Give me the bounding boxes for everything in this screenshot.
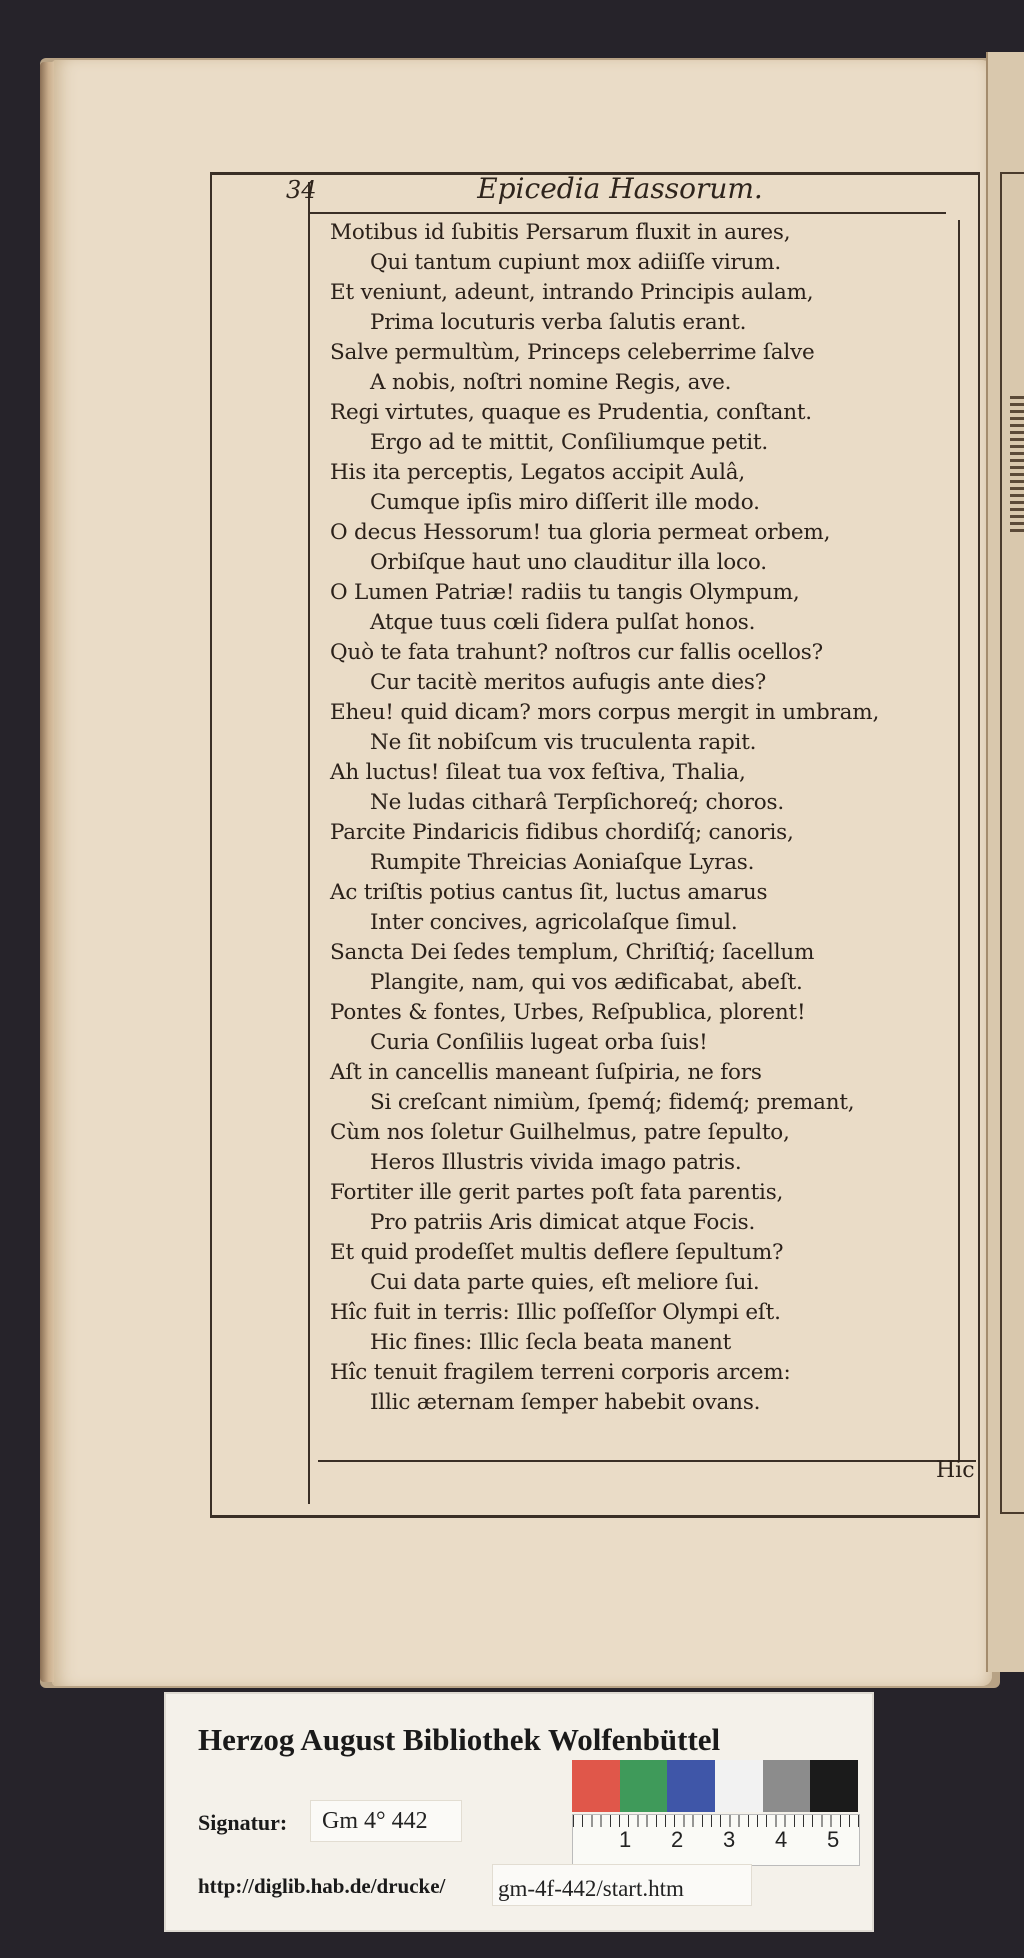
ruler-number: 3 bbox=[723, 1827, 736, 1852]
color-patch bbox=[572, 1760, 620, 1812]
color-patch bbox=[763, 1760, 811, 1812]
ruler-number: 4 bbox=[775, 1827, 788, 1852]
margin-rule bbox=[308, 182, 310, 1504]
running-head: Epicedia Hassorum. bbox=[477, 172, 763, 205]
poem-line: Illic æternam ſemper habebit ovans. bbox=[370, 1390, 761, 1415]
signatur-value: Gm 4° 442 bbox=[322, 1808, 428, 1834]
poem-line: Atque tuus cœli ſidera pulſat honos. bbox=[370, 610, 756, 635]
poem-line: Pontes & fontes, Urbes, Reſpublica, plorent! bbox=[330, 1000, 806, 1025]
poem-line: Cui data parte quies, eſt meliore ſui. bbox=[370, 1270, 760, 1295]
url-value: gm-4f-442/start.htm bbox=[498, 1876, 684, 1901]
ruler-number: 1 bbox=[619, 1827, 632, 1852]
poem-line: Quò te fata trahunt? noſtros cur fallis ocellos? bbox=[330, 640, 823, 665]
poem-line: Et veniunt, adeunt, intrando Principis aulam, bbox=[330, 280, 814, 305]
color-patch bbox=[810, 1760, 858, 1812]
poem-line: Inter concives, agricolaſque ſimul. bbox=[370, 910, 738, 935]
signatur-label: Signatur: bbox=[198, 1810, 288, 1835]
header-rule bbox=[310, 212, 946, 214]
poem-line: Motibus id ſubitis Persarum fluxit in aures, bbox=[330, 220, 791, 245]
poem-body bbox=[330, 218, 950, 1418]
poem-line: Sancta Dei ſedes templum, Chriſtiq́; ſacellum bbox=[330, 940, 815, 965]
poem-line: Ne ludas citharâ Terpſichoreq́; choros. bbox=[370, 790, 784, 815]
poem-line: Et quid prodeſſet multis deflere ſepultum? bbox=[330, 1240, 784, 1265]
scale-ruler bbox=[572, 1814, 860, 1866]
poem-line: Aſt in cancellis maneant ſuſpiria, ne fors bbox=[330, 1060, 762, 1085]
poem-line: Ne ſit nobiſcum vis truculenta rapit. bbox=[370, 730, 757, 755]
poem-line: Eheu! quid dicam? mors corpus mergit in umbram, bbox=[330, 700, 880, 725]
poem-line: Ah luctus! ſileat tua vox feſtiva, Thalia, bbox=[330, 760, 746, 785]
poem-line: Parcite Pindaricis fidibus chordiſq́; canoris, bbox=[330, 820, 794, 845]
color-patch bbox=[667, 1760, 715, 1812]
poem-line: His ita perceptis, Legatos accipit Aulâ, bbox=[330, 460, 745, 485]
color-patch bbox=[620, 1760, 668, 1812]
poem-line: Prima locuturis verba ſalutis erant. bbox=[370, 310, 747, 335]
page-edge bbox=[40, 62, 54, 1682]
url-label: http://diglib.hab.de/drucke/ bbox=[198, 1874, 446, 1898]
facing-page-rule bbox=[1000, 1512, 1024, 1514]
facing-page-ornament bbox=[1010, 392, 1024, 532]
poem-line: Plangite, nam, qui vos ædificabat, abeſt. bbox=[370, 970, 803, 995]
color-calibration-bar bbox=[572, 1760, 858, 1812]
poem-line: Salve permultùm, Princeps celeberrime ſalve bbox=[330, 340, 815, 365]
poem-line: Hic fines: Illic ſecla beata manent bbox=[370, 1330, 732, 1355]
poem-line: Hîc tenuit fragilem terreni corporis arcem: bbox=[330, 1360, 791, 1385]
poem-line: Qui tantum cupiunt mox adiiſſe virum. bbox=[370, 250, 781, 275]
poem-line: Pro patriis Aris dimicat atque Focis. bbox=[370, 1210, 756, 1235]
color-patch bbox=[715, 1760, 763, 1812]
poem-line: O decus Hessorum! tua gloria permeat orbem, bbox=[330, 520, 831, 545]
poem-line: Ac triſtis potius cantus ſit, luctus amarus bbox=[330, 880, 768, 905]
poem-line: A nobis, noſtri nomine Regis, ave. bbox=[370, 370, 732, 395]
facing-page-rule bbox=[1000, 172, 1024, 174]
page-number: 34 bbox=[286, 176, 317, 204]
facing-page-rule bbox=[1000, 172, 1002, 1512]
catchword: Hic bbox=[936, 1458, 975, 1483]
poem-line: O Lumen Patriæ! radiis tu tangis Olympum, bbox=[330, 580, 800, 605]
poem-line: Ergo ad te mittit, Conſiliumque petit. bbox=[370, 430, 768, 455]
poem-line: Heros Illustris vivida imago patris. bbox=[370, 1150, 742, 1175]
facing-page-edge bbox=[986, 52, 1024, 1672]
library-name: Herzog August Bibliothek Wolfenbüttel bbox=[198, 1722, 721, 1757]
ruler-number: 2 bbox=[671, 1827, 684, 1852]
footer-rule bbox=[318, 1460, 976, 1462]
poem-line: Cumque ipſis miro diſſerit ille modo. bbox=[370, 490, 760, 515]
poem-line: Cur tacitè meritos aufugis ante dies? bbox=[370, 670, 767, 695]
poem-line: Cùm nos ſoletur Guilhelmus, patre ſepulto, bbox=[330, 1120, 790, 1145]
poem-line: Si creſcant nimiùm, ſpemq́; fidemq́; premant, bbox=[370, 1090, 855, 1115]
poem-line: Hîc fuit in terris: Illic poſſeſſor Olympi eſt. bbox=[330, 1300, 781, 1325]
ruler-number: 5 bbox=[827, 1827, 840, 1852]
poem-line: Fortiter ille gerit partes poſt fata parentis, bbox=[330, 1180, 784, 1205]
poem-line: Curia Conſiliis lugeat orba ſuis! bbox=[370, 1030, 708, 1055]
ruler-ticks bbox=[573, 1815, 859, 1827]
library-label bbox=[166, 1694, 872, 1930]
poem-line: Rumpite Threicias Aoniaſque Lyras. bbox=[370, 850, 755, 875]
poem-line: Orbiſque haut uno clauditur illa loco. bbox=[370, 550, 767, 575]
poem-line: Regi virtutes, quaque es Prudentia, conſtant. bbox=[330, 400, 812, 425]
margin-rule-right bbox=[958, 220, 960, 1460]
